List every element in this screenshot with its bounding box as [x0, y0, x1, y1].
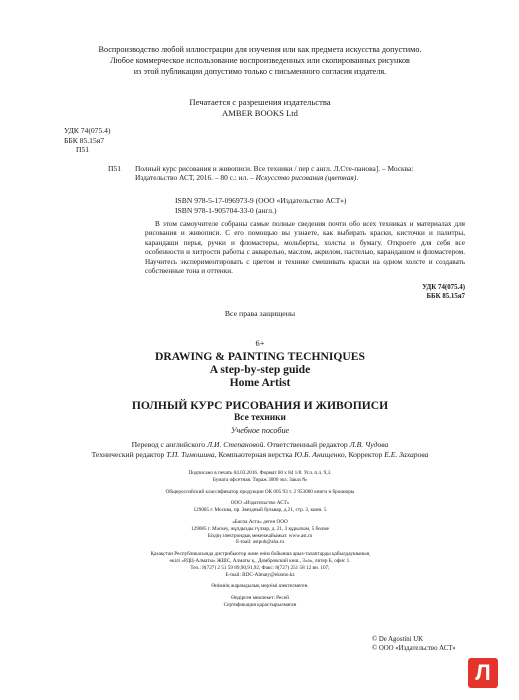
- notice-line-2: Любое коммерческое использование воспроизведенных или скопированных рисунков: [110, 56, 410, 65]
- bbk-code-right: ББК 85.15я7: [426, 292, 465, 300]
- classification-block: [64, 126, 111, 155]
- bibliographic-description: [135, 164, 455, 182]
- copyright-line-2: © ООО «Издательство АСТ»: [372, 644, 456, 652]
- imprint-line: ООО «Издательство АСТ»: [230, 500, 290, 507]
- bibliography-author-mark: П51: [108, 164, 122, 173]
- rights-reserved: Все права защищены: [224, 309, 296, 318]
- age-rating: 6+: [255, 339, 265, 348]
- copyright-line-1: © De Agostini UK: [372, 636, 424, 643]
- credit-layout-label: , Компьютерная верстка: [214, 450, 295, 460]
- imprint-block: [40, 470, 480, 609]
- bib-series: Искусство рисования (цветная): [255, 173, 357, 183]
- credit-tech-editor-label: Технический редактор: [91, 450, 167, 460]
- russian-title: ПОЛНЫЙ КУРС РИСОВАНИЯ И ЖИВОПИСИ: [131, 399, 389, 412]
- notice-line-1: Воспроизводство любой иллюстрации для изучения или как предмета искусства допустимо.: [98, 45, 422, 54]
- bib-end: .: [356, 173, 359, 183]
- imprint-line: 129085 г. Мәскеу, жұлдызды гүлзар, д. 21, 3 құрылым, 5 бөлме: [191, 525, 329, 532]
- notice-line-3: из этой публикации допустимо только с письменного согласия издателя.: [133, 67, 387, 76]
- credit-editor-label: . Ответственный редактор: [263, 440, 350, 449]
- credits-line-1: [40, 440, 480, 450]
- bbk-code: ББК 85.15я7: [64, 135, 105, 145]
- annotation: В этом самоучителе собраны самые полные сведения почти обо всех техниках и материалах для рисования и живописи. С его помощью вы узнаете, как выбирать краски, кисточки и палитры, карандаши перья, ручки и фломастеры, мольберты, холсты и бумагу. Откроете для себя все особенности и хитрости работы с акварелью, маслом, акрилом, пастелью, карандашом и фломастером. Научитесь экспериментировать с цветом и технике смешивать краски на одном холсте и создавать собственные тона и оттенки.: [145, 220, 465, 276]
- credit-proofreader-label: , Корректор: [344, 450, 385, 460]
- publisher-logo-icon: Л: [468, 658, 498, 688]
- permission-publisher: AMBER BOOKS Ltd: [222, 108, 298, 118]
- imprint-line: Тел.: 8(727) 2 51 59 89,90,91,92, Факс: 8(727) 251 58 12 вн. 107;: [190, 564, 330, 571]
- udk-code: УДК 74(075.4): [64, 126, 111, 135]
- english-title-line-2: A step-by-step guide: [209, 363, 311, 376]
- english-title-line-3: Home Artist: [229, 376, 291, 389]
- imprint-line: E-mail: RDC-Almaty@eksmo.kz: [225, 571, 295, 578]
- isbn-english: ISBN 978-1-905704-33-0 (англ.): [175, 205, 277, 215]
- imprint-line: 129085 г. Москва, пр. Звездный бульвар, д.21, стр. 3, комн. 5: [193, 507, 327, 514]
- bib-main-text: Полный курс рисования и живописи. Все техники / пер с англ. Л.Сте-панова]. – Москва: Издательство АСТ, 2016. – 80 с.: ил. –: [135, 164, 414, 183]
- imprint-line: Общероссийский классификатор продукции ОК 005 93 т. 2 953000 книги и брошюры: [165, 488, 355, 495]
- credit-translator: Л.И. Степановой: [206, 440, 264, 449]
- imprint-line: E-mail: astpub@aha.ru: [236, 539, 284, 546]
- credit-translator-label: Перевод с английского: [131, 440, 207, 449]
- imprint-line: өкілі «РДЦ-Алматы» ЖШС, Алматы қ., Домбровский көш., 3«а», литер Б, офис 1.: [169, 557, 351, 564]
- credits-line-2: [40, 450, 480, 460]
- credit-layout: Ю.Б. Анищенко: [294, 450, 345, 460]
- credits: [40, 440, 480, 461]
- author-mark: П51: [76, 145, 90, 154]
- imprint-line: Біздің электрондық мекенжайымыз: www.ast.ru: [207, 532, 313, 539]
- imprint-line: Өнімнің жарамдылық мерзімі шектелмеген.: [211, 583, 309, 590]
- isbn-russian: ISBN 978-5-17-096973-9 (ООО «Издательство АСТ»): [175, 196, 347, 205]
- english-title: [40, 350, 480, 389]
- classification-right: [370, 284, 465, 302]
- imprint-line: Бумага офсетная. Тираж 3000 экз. Заказ №: [212, 476, 308, 483]
- edition-type: Учебное пособие: [230, 426, 290, 435]
- imprint-line: Подписано в печать 04.03.2016. Формат 60 х 84 1/8. Усл. п.л. 9,3.: [188, 470, 332, 476]
- permission-line-1: Печатается с разрешения издательства: [189, 97, 331, 107]
- printing-permission: [40, 97, 480, 119]
- isbn-block: [175, 196, 346, 216]
- credit-proofreader: Е.Е. Захарова: [384, 450, 429, 460]
- reproduction-notice: [40, 44, 480, 77]
- english-title-line-1: DRAWING & PAINTING TECHNIQUES: [155, 350, 365, 363]
- imprint-line: Қазақстан Республикасында дистрибьютор және өнім бойынша арыз-талаптарды қабылдаушының: [150, 551, 370, 558]
- credit-tech-editor: Т.П. Тимошина: [166, 450, 215, 460]
- russian-subtitle: Все техники: [234, 413, 286, 423]
- udk-code-right: УДК 74(075.4): [422, 284, 465, 291]
- imprint-line: Сертификация қарастырылмаған: [223, 601, 297, 608]
- credit-editor: Л.В. Чудова: [349, 440, 389, 449]
- imprint-line: Өндірген мемлекет: Ресей: [231, 595, 289, 602]
- imprint-line: «Баспа Аста» деген ООО: [232, 518, 288, 525]
- copyright-block: [372, 636, 456, 653]
